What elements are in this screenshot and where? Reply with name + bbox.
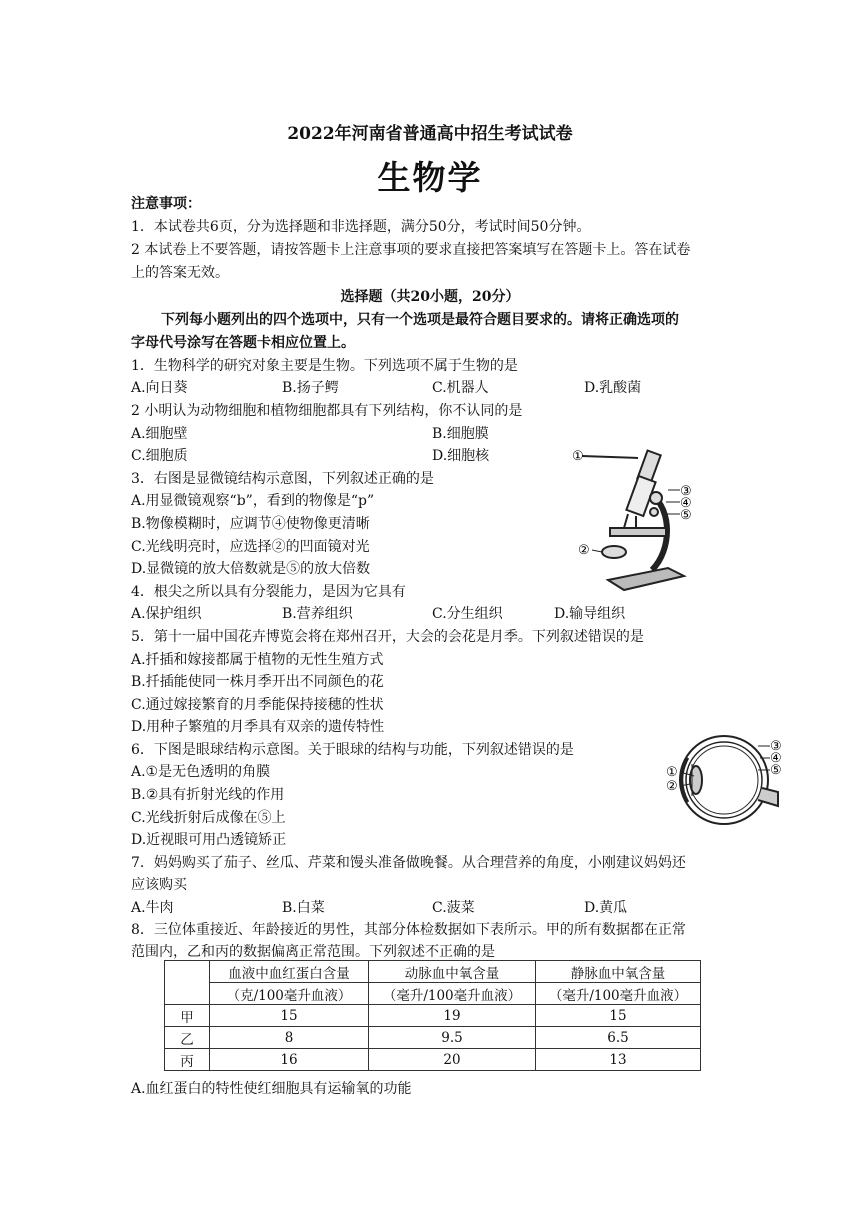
eye-label-1: ①	[666, 765, 678, 780]
eye-label-3: ③	[770, 739, 782, 754]
cell-arterial-oxygen: 19	[369, 1005, 536, 1027]
q3-stem: 3．右图是显微镜结构示意图，下列叙述正确的是	[131, 471, 434, 487]
q8-data-table	[164, 960, 701, 1071]
q4-option-b: B.营养组织	[282, 606, 353, 622]
cell-arterial-oxygen: 20	[369, 1049, 536, 1071]
cell-arterial-oxygen: 9.5	[369, 1027, 536, 1049]
q1-option-b: B.扬子鳄	[282, 380, 339, 396]
q4-stem: 4．根尖之所以具有分裂能力，是因为它具有	[131, 584, 406, 600]
q5-option-d: D.用种子繁殖的月季具有双亲的遗传特性	[131, 719, 385, 735]
table-unit-venous-oxygen: （毫升/100毫升血液）	[536, 983, 701, 1005]
q8-option-a: A.血红蛋白的特性使红细胞具有运输氧的功能	[131, 1081, 412, 1097]
q4-option-a: A.保护组织	[131, 606, 202, 622]
table-row	[165, 1049, 701, 1071]
q7-option-d: D.黄瓜	[584, 900, 628, 916]
notice-item-2-line-2: 上的答案无效。	[131, 265, 229, 281]
table-header-venous-oxygen: 静脉血中氧含量	[536, 961, 701, 983]
table-row	[165, 1005, 701, 1027]
q1-option-c: C.机器人	[432, 380, 489, 396]
table-corner-cell	[165, 961, 210, 1005]
q7-stem-line-1: 7．妈妈购买了茄子、丝瓜、芹菜和馒头准备做晚餐。从合理营养的角度，小刚建议妈妈还	[131, 855, 686, 871]
section-instruction-line-1: 下列每小题列出的四个选项中，只有一个选项是最符合题目要求的。请将正确选项的	[161, 312, 679, 328]
q2-option-b: B.细胞膜	[432, 426, 489, 442]
q4-option-c: C.分生组织	[432, 606, 503, 622]
subject-title: 生物学	[377, 158, 483, 197]
q3-option-a: A.用显微镜观察“b”，看到的物像是“p”	[131, 493, 375, 509]
q6-option-c: C.光线折射后成像在⑤上	[131, 810, 286, 826]
notice-item-1: 1．本试卷共6页，分为选择题和非选择题，满分50分，考试时间50分钟。	[131, 219, 591, 235]
q4-option-d: D.输导组织	[554, 606, 626, 622]
microscope-diagram	[572, 440, 702, 600]
table-header-unit-row	[165, 983, 701, 1005]
q1-option-a: A.向日葵	[131, 380, 188, 396]
microscope-label-4: ④	[680, 496, 692, 511]
table-unit-arterial-oxygen: （毫升/100毫升血液）	[369, 983, 536, 1005]
q3-option-c: C.光线明亮时，应选择②的凹面镜对光	[131, 539, 370, 555]
eye-diagram	[662, 728, 782, 833]
q7-option-a: A.牛肉	[131, 900, 174, 916]
q2-option-c: C.细胞质	[131, 448, 188, 464]
cell-venous-oxygen: 13	[536, 1049, 701, 1071]
eye-label-5: ⑤	[770, 763, 782, 778]
q7-option-b: B.白菜	[282, 900, 325, 916]
q1-option-d: D.乳酸菌	[584, 380, 642, 396]
q8-stem-line-2: 范围内，乙和丙的数据偏离正常范围。下列叙述不正确的是	[131, 944, 495, 960]
row-name: 乙	[165, 1027, 210, 1049]
q6-option-a: A.①是无色透明的角膜	[131, 764, 271, 780]
table-header-hemoglobin: 血液中血红蛋白含量	[210, 961, 369, 983]
q5-option-c: C.通过嫁接繁育的月季能保持接穗的性状	[131, 697, 384, 713]
q7-stem-line-2: 应该购买	[131, 877, 187, 893]
table-header-row	[165, 961, 701, 983]
row-name: 丙	[165, 1049, 210, 1071]
q3-option-b: B.物像模糊时，应调节④使物像更清晰	[131, 516, 370, 532]
q6-option-d: D.近视眼可用凸透镜矫正	[131, 832, 287, 848]
table-row	[165, 1027, 701, 1049]
cell-hemoglobin: 16	[210, 1049, 369, 1071]
row-name: 甲	[165, 1005, 210, 1027]
microscope-label-3: ③	[680, 484, 692, 499]
notice-heading: 注意事项：	[131, 196, 201, 212]
table-unit-hemoglobin: （克/100毫升血液）	[210, 983, 369, 1005]
q2-option-d: D.细胞核	[432, 448, 490, 464]
q5-option-b: B.扦插能使同一株月季开出不同颜色的花	[131, 674, 384, 690]
microscope-label-5: ⑤	[680, 508, 692, 523]
section-heading: 选择题（共20小题，20分）	[340, 289, 520, 305]
q8-stem-line-1: 8．三位体重接近、年龄接近的男性，其部分体检数据如下表所示。甲的所有数据都在正常	[131, 922, 686, 938]
q6-option-b: B.②具有折射光线的作用	[131, 787, 285, 803]
q6-stem: 6．下图是眼球结构示意图。关于眼球的结构与功能，下列叙述错误的是	[131, 742, 574, 758]
cell-hemoglobin: 15	[210, 1005, 369, 1027]
eye-label-2: ②	[666, 779, 678, 794]
eye-label-4: ④	[770, 751, 782, 766]
q1-stem: 1．生物科学的研究对象主要是生物。下列选项不属于生物的是	[131, 358, 518, 374]
q7-option-c: C.菠菜	[432, 900, 475, 916]
q5-option-a: A.扦插和嫁接都属于植物的无性生殖方式	[131, 652, 384, 668]
cell-venous-oxygen: 6.5	[536, 1027, 701, 1049]
section-instruction-line-2: 字母代号涂写在答题卡相应位置上。	[131, 335, 355, 351]
q3-option-d: D.显微镜的放大倍数就是⑤的放大倍数	[131, 561, 371, 577]
cell-hemoglobin: 8	[210, 1027, 369, 1049]
microscope-label-2: ②	[578, 543, 590, 558]
cell-venous-oxygen: 15	[536, 1005, 701, 1027]
exam-title: 2022年河南省普通高中招生考试试卷	[287, 124, 573, 144]
notice-item-2-line-1: 2 本试卷上不要答题，请按答题卡上注意事项的要求直接把答案填写在答题卡上。答在试卷	[131, 242, 691, 258]
microscope-label-1: ①	[572, 449, 584, 464]
table-header-arterial-oxygen: 动脉血中氧含量	[369, 961, 536, 983]
q2-option-a: A.细胞壁	[131, 426, 188, 442]
q5-stem: 5．第十一届中国花卉博览会将在郑州召开，大会的会花是月季。下列叙述错误的是	[131, 629, 644, 645]
q2-stem: 2 小明认为动物细胞和植物细胞都具有下列结构，你不认同的是	[131, 403, 523, 419]
